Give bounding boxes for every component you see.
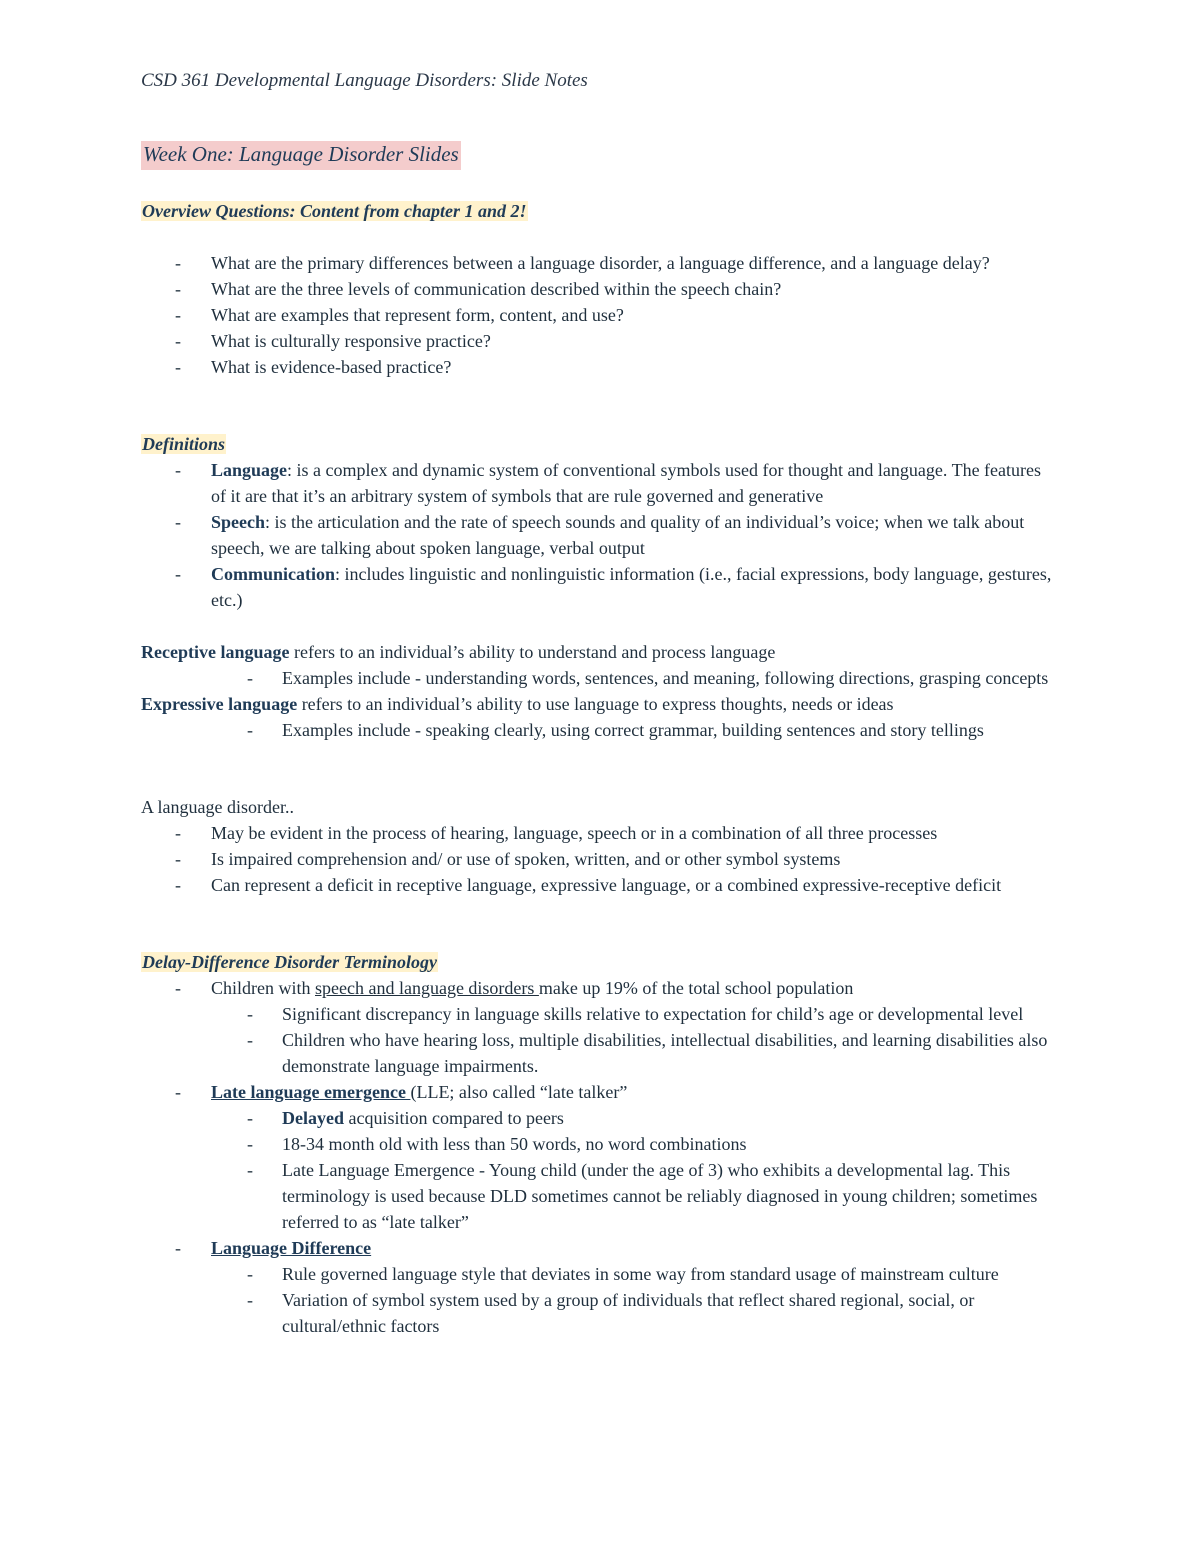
definition-text: : is the articulation and the rate of speech sounds and quality of an individual’s voice; when we talk about speech, we are talking about spoken language, verbal output xyxy=(211,512,1025,558)
definition-term: Speech xyxy=(211,512,265,532)
disorder-intro: A language disorder.. xyxy=(141,797,294,817)
definition-term: Language xyxy=(211,460,288,480)
list-item xyxy=(141,1235,1060,1261)
definition-text: : includes linguistic and nonlinguistic information (i.e., facial expressions, body language, gestures, etc.) xyxy=(211,564,1052,610)
receptive-term: Receptive language xyxy=(141,642,290,662)
lle-term: Late language emergence xyxy=(211,1082,411,1102)
list-item: - Examples include - understanding words, sentences, and meaning, following directions, grasping concepts xyxy=(141,665,1060,691)
delay-heading: Delay-Difference Disorder Terminology xyxy=(142,952,437,972)
list-item: - What is culturally responsive practice? xyxy=(141,328,1060,354)
list-item: - What are examples that represent form, content, and use? xyxy=(141,302,1060,328)
list-item: - 18-34 month old with less than 50 words, no word combinations xyxy=(141,1131,1060,1157)
definition-item xyxy=(141,561,1060,613)
overview-heading: Overview Questions: Content from chapter 1 and 2! xyxy=(142,201,527,221)
list-item: - May be evident in the process of hearing, language, speech or in a combination of all three processes xyxy=(141,820,1060,846)
expressive-term: Expressive language xyxy=(141,694,298,714)
list-item: - What are the primary differences between a language disorder, a language difference, and a language delay? xyxy=(141,250,1060,276)
expressive-line xyxy=(141,691,1060,717)
receptive-expressive-section xyxy=(141,639,1060,743)
list-item: - Children who have hearing loss, multiple disabilities, intellectual disabilities, and learning disabilities also demonstrate language impairments. xyxy=(141,1027,1060,1079)
list-item: - Significant discrepancy in language skills relative to expectation for child’s age or developmental level xyxy=(141,1001,1060,1027)
definition-text: : is a complex and dynamic system of conventional symbols used for thought and language. The features of it are that it’s an arbitrary system of symbols that are rule governed and generative xyxy=(211,460,1042,506)
document-title: CSD 361 Developmental Language Disorders: Slide Notes xyxy=(141,70,588,91)
list-item: - Rule governed language style that deviates in some way from standard usage of mainstream culture xyxy=(141,1261,1060,1287)
definitions-heading: Definitions xyxy=(142,434,226,454)
overview-questions xyxy=(141,250,1060,380)
overview-section xyxy=(141,198,1060,224)
delay-difference-section xyxy=(141,949,1060,1339)
definition-item xyxy=(141,509,1060,561)
list-item: - Can represent a deficit in receptive language, expressive language, or a combined expressive-receptive deficit xyxy=(141,872,1060,898)
week-heading: Week One: Language Disorder Slides xyxy=(141,141,461,170)
expressive-text: refers to an individual’s ability to use language to express thoughts, needs or ideas xyxy=(297,694,894,714)
list-item xyxy=(141,1079,1060,1105)
language-disorder-section xyxy=(141,794,1060,898)
definition-item xyxy=(141,457,1060,509)
list-item: - Children with speech and language disorders make up 19% of the total school population xyxy=(141,975,1060,1001)
list-item: - Late Language Emergence - Young child (under the age of 3) who exhibits a developmental lag. This terminology is used because DLD sometimes cannot be reliably diagnosed in young children; sometimes referred to as “late talker” xyxy=(141,1157,1060,1235)
list-item: - Variation of symbol system used by a group of individuals that reflect shared regional, social, or cultural/ethnic factors xyxy=(141,1287,1060,1339)
definitions-section xyxy=(141,431,1060,613)
definition-term: Communication xyxy=(211,564,336,584)
receptive-text: refers to an individual’s ability to understand and process language xyxy=(289,642,776,662)
lle-text: (LLE; also called “late talker” xyxy=(410,1082,628,1102)
receptive-line xyxy=(141,639,1060,665)
list-item: - What is evidence-based practice? xyxy=(141,354,1060,380)
list-item: - Is impaired comprehension and/ or use of spoken, written, and or other symbol systems xyxy=(141,846,1060,872)
list-item: - Delayed acquisition compared to peers xyxy=(141,1105,1060,1131)
list-item: - What are the three levels of communication described within the speech chain? xyxy=(141,276,1060,302)
difference-term: Language Difference xyxy=(211,1238,372,1258)
list-item: - Examples include - speaking clearly, using correct grammar, building sentences and story tellings xyxy=(141,717,1060,743)
underlined-phrase: speech and language disorders xyxy=(315,978,539,998)
